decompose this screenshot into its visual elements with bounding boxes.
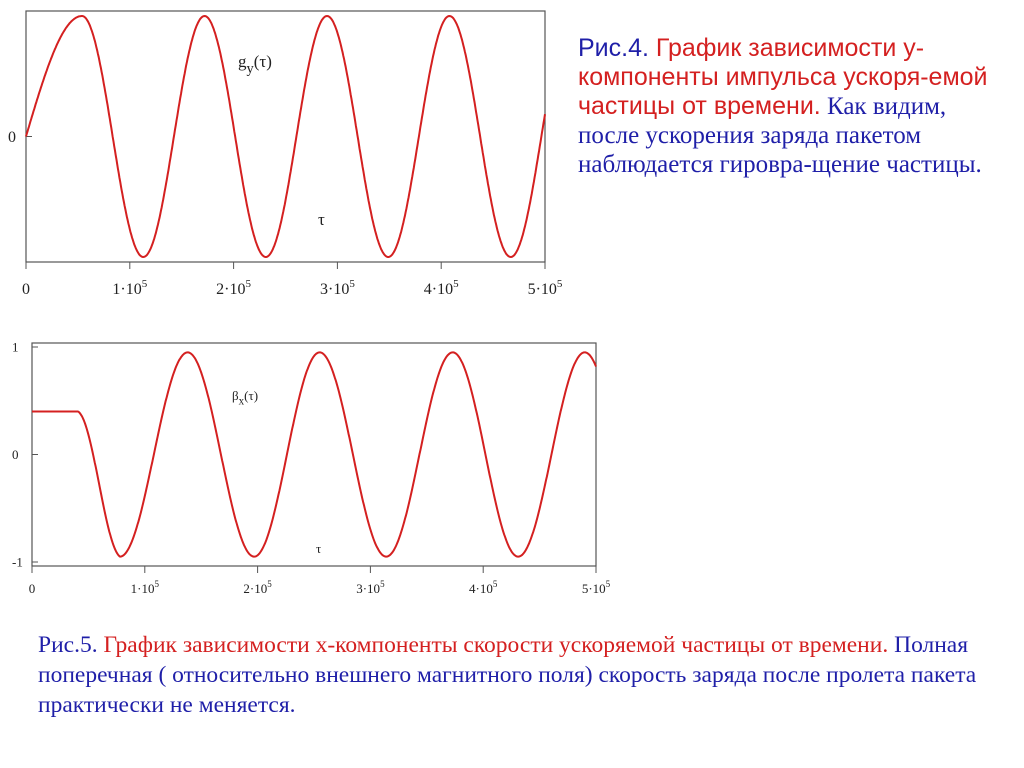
gy-x-axis-label: τ [318,210,325,229]
gy-x-tick-label: 0 [22,281,30,298]
gy-y-tick-label: 0 [8,129,16,147]
gy-plot-frame [26,11,545,262]
bx-x-axis-label: τ [316,541,322,556]
bx-y-tick-label: 1 [12,339,19,355]
gy-x-tick-label: $2\cdot 10^5$ [216,277,252,298]
gy-series-line [26,16,545,257]
gy-x-tick-label: $1\cdot 10^5$ [112,277,148,298]
figure-5-caption-prefix: Рис.5. [38,632,104,658]
gy-series-label: $g_y(\tau)$ [238,52,272,77]
bx-y-tick-label: -1 [12,554,23,570]
bx-plot [12,340,611,596]
bx-x-tick-label: $3\cdot 10^5$ [356,579,385,596]
figure-4-caption-body: Как видим, после ускорения заряда пакетом наблюдается гировра-щение частицы. [578,93,982,178]
gy-x-tick-label: $5\cdot 10^5$ [527,277,563,298]
figure-5-caption-body: Полная поперечная ( относительно внешнего магнитного поля) скорость заряда после пролета пакета практически не меняется. [38,632,977,718]
figure-4-caption-prefix: Рис.4. [578,34,656,62]
gy-x-tick-label: $3\cdot 10^5$ [319,277,355,298]
bx-x-tick-label: $4\cdot 10^5$ [469,579,498,596]
bx-series-label: βx(τ) [232,388,259,408]
bx-y-tick-label: 0 [12,447,19,463]
figure-4-caption-title: График зависимости y-компоненты импульса ускоря-емой частицы от времени. [578,34,988,120]
bx-x-tick-label: $2\cdot 10^5$ [243,579,272,596]
figure-5-caption [38,630,1008,720]
bx-x-tick-label: $1\cdot 10^5$ [130,579,159,596]
gy-plot [8,11,563,298]
bx-series-line [32,352,596,556]
gy-x-tick-label: $4\cdot 10^5$ [423,277,459,298]
figure-4-caption [578,34,998,179]
bx-x-tick-label: $5\cdot 10^5$ [581,579,611,596]
bx-x-tick-label: 0 [28,581,36,596]
bx-plot-frame [32,343,596,566]
figure-5-caption-title: График зависимости x-компоненты скорости ускоряемой частицы от времени. [103,632,889,658]
